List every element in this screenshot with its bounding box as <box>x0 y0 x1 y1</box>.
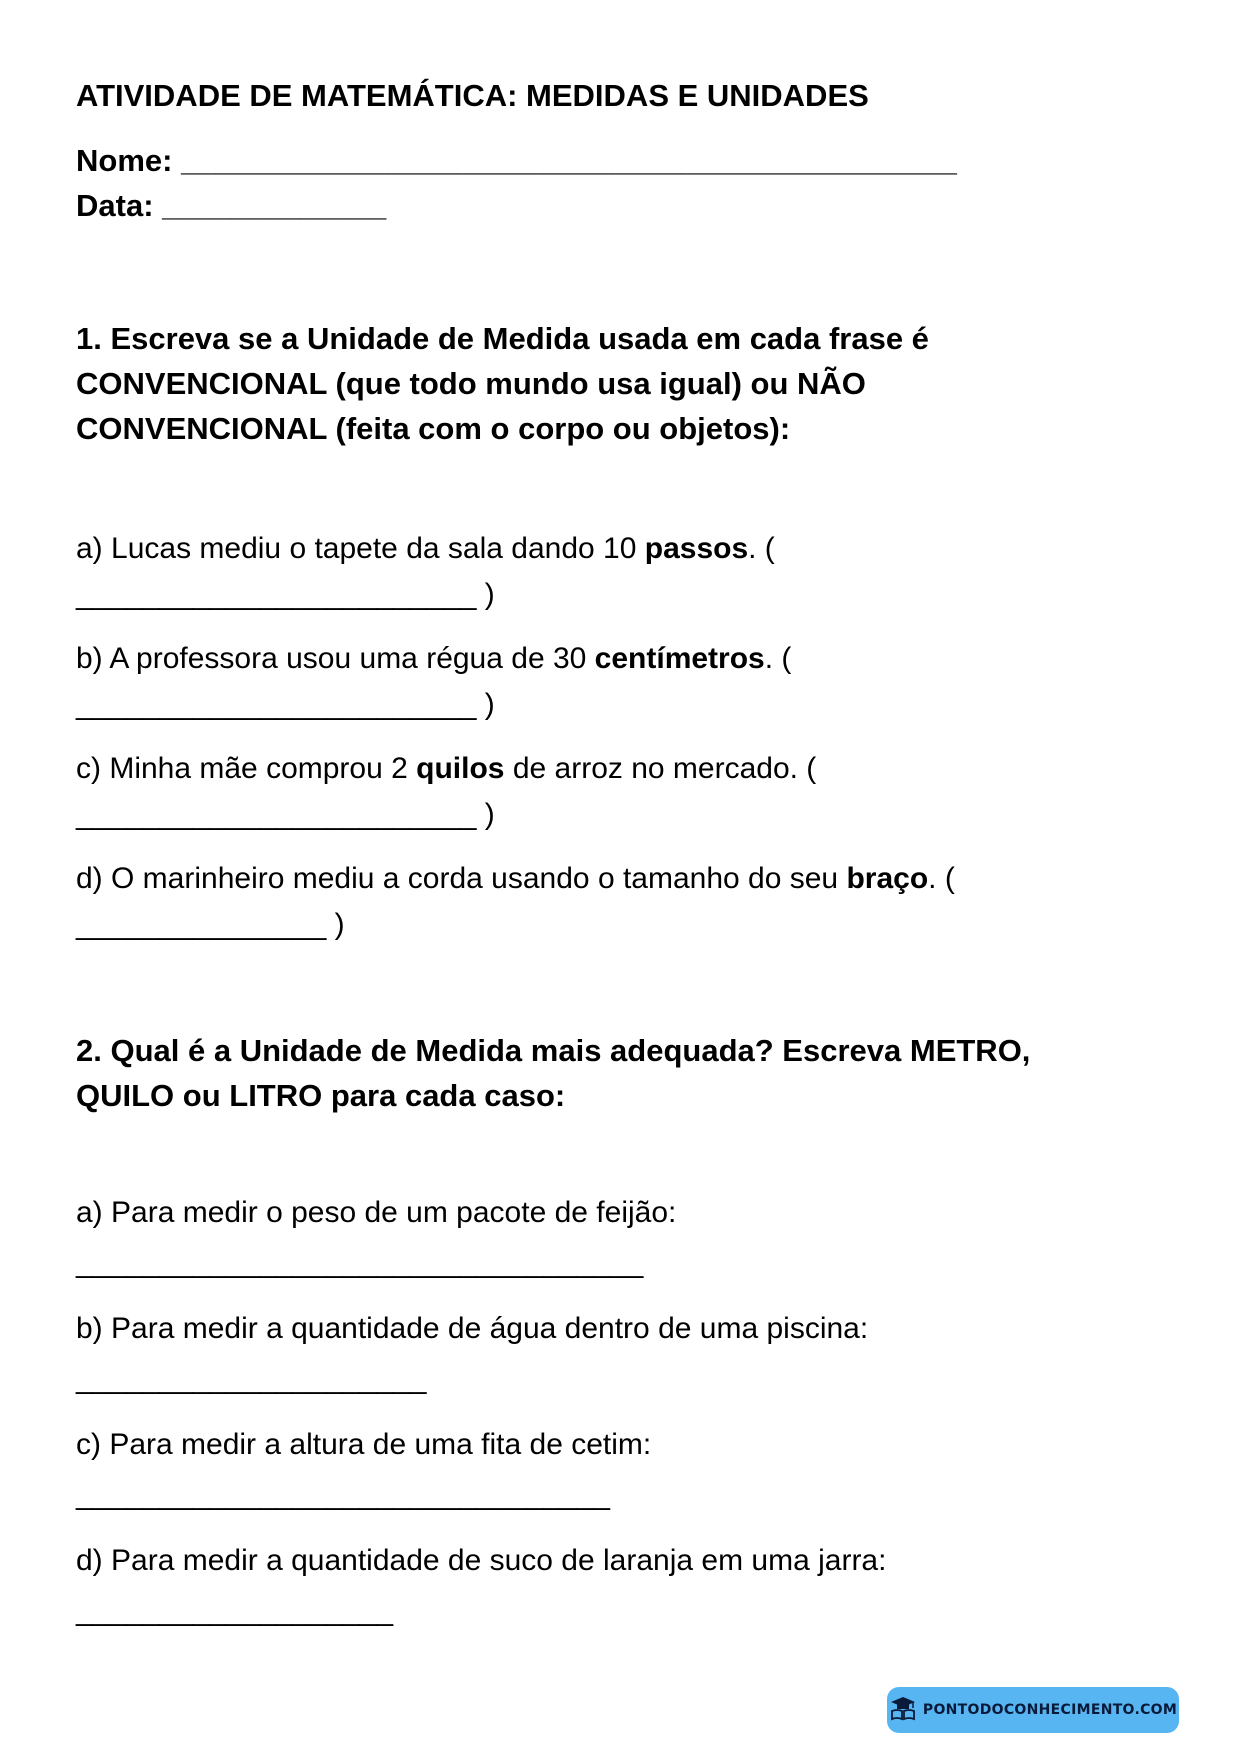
answer-blank: ________________________________ <box>76 1478 610 1511</box>
item-text: . ( <box>928 862 955 895</box>
item-unit: passos <box>644 532 749 565</box>
graduation-book-icon <box>889 1695 917 1726</box>
answer-blank: _____________________ <box>76 1362 427 1395</box>
item-text: de arroz no mercado. ( <box>504 752 817 785</box>
question-1-item-a <box>76 526 1166 618</box>
answer-blank: ________________________ ) <box>76 578 495 611</box>
item-text: d) O marinheiro mediu a corda usando o tamanho do seu <box>76 862 847 895</box>
worksheet-page <box>76 72 1166 1652</box>
question-2-heading-line-2: QUILO ou LITRO para cada caso: <box>76 1078 566 1113</box>
question-1-item-c <box>76 746 1166 838</box>
question-2-item-c <box>76 1420 1166 1520</box>
date-label: Data: <box>76 188 154 223</box>
badge-text: PONTODOCONHECIMENTO.COM <box>922 1702 1178 1718</box>
question-2-item-b <box>76 1304 1166 1404</box>
answer-blank: ___________________ <box>76 1594 394 1627</box>
question-2 <box>76 1028 1166 1636</box>
item-text: a) Lucas mediu o tapete da sala dando 10 <box>76 532 645 565</box>
answer-blank: ________________________ ) <box>76 688 495 721</box>
item-text: c) Para medir a altura de uma fita de cetim: <box>76 1428 652 1461</box>
answer-blank: __________________________________ <box>76 1246 644 1279</box>
item-text: a) Para medir o peso de um pacote de feijão: <box>76 1196 677 1229</box>
question-2-item-a <box>76 1188 1166 1288</box>
item-text: b) A professora usou uma régua de 30 <box>76 642 595 675</box>
item-text: . ( <box>764 642 792 675</box>
item-unit: braço <box>846 862 929 895</box>
answer-blank: _______________ ) <box>76 908 345 941</box>
question-1-item-d <box>76 856 1166 948</box>
page-title: ATIVIDADE DE MATEMÁTICA: MEDIDAS E UNIDADES <box>76 78 869 113</box>
item-unit: centímetros <box>594 642 765 675</box>
question-1-heading-line-3: CONVENCIONAL (feita com o corpo ou objetos): <box>76 411 791 446</box>
date-field <box>76 183 1166 228</box>
item-text: d) Para medir a quantidade de suco de laranja em uma jarra: <box>76 1544 887 1577</box>
name-label: Nome: <box>76 143 173 178</box>
item-unit: quilos <box>416 752 505 785</box>
question-2-heading-line-1: 2. Qual é a Unidade de Medida mais adequada? Escreva METRO, <box>76 1033 1031 1068</box>
item-text: . ( <box>748 532 775 565</box>
question-1 <box>76 316 1166 948</box>
name-field <box>76 138 1166 183</box>
answer-blank: ________________________ ) <box>76 798 495 831</box>
question-2-item-d <box>76 1536 1166 1636</box>
name-blank: _____________________________________________ <box>181 143 957 178</box>
site-badge <box>887 1687 1179 1733</box>
question-1-heading-line-2: CONVENCIONAL (que todo mundo usa igual) ou NÃO <box>76 366 866 401</box>
date-blank: _____________ <box>162 188 387 223</box>
question-1-heading-line-1: 1. Escreva se a Unidade de Medida usada em cada frase é <box>76 321 929 356</box>
item-text: b) Para medir a quantidade de água dentro de uma piscina: <box>76 1312 869 1345</box>
question-1-item-b <box>76 636 1166 728</box>
item-text: c) Minha mãe comprou 2 <box>76 752 417 785</box>
